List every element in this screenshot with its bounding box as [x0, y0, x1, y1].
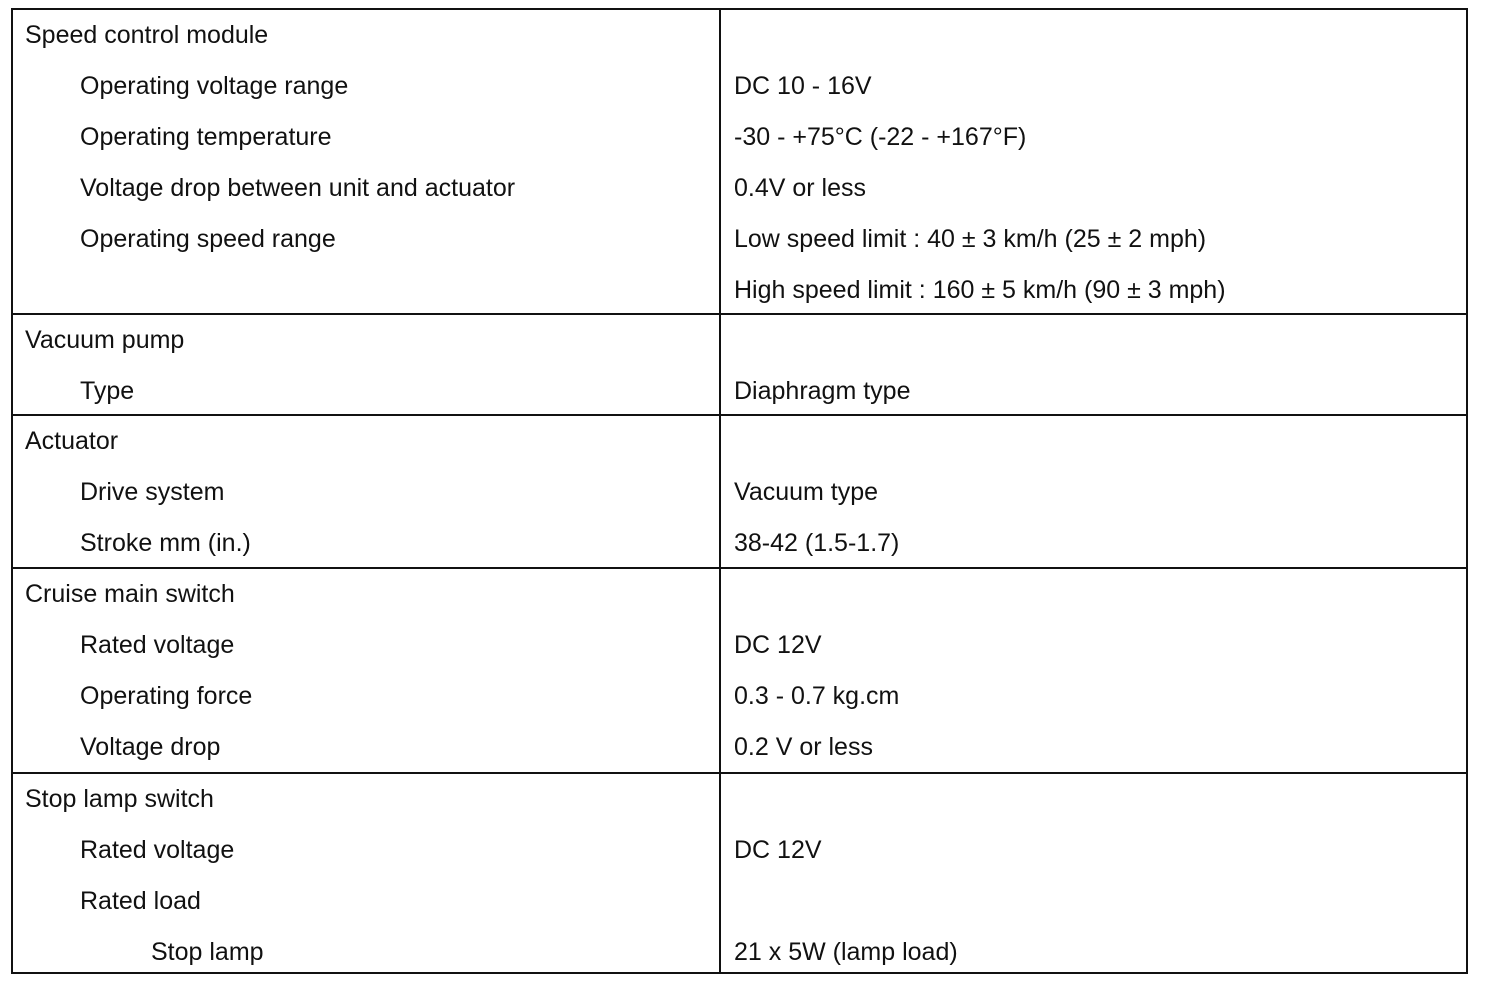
spec-label: Type	[80, 377, 135, 405]
spec-value: Low speed limit : 40 ± 3 km/h (25 ± 2 mph)	[734, 225, 1207, 253]
section-title: Speed control module	[25, 21, 269, 49]
section-header-row	[13, 315, 1466, 366]
spec-label: Operating temperature	[80, 123, 332, 151]
spec-value: 0.2 V or less	[734, 733, 873, 761]
spec-value: Diaphragm type	[734, 377, 911, 405]
section-header-row	[13, 569, 1466, 620]
section-vacuum-pump	[13, 315, 1466, 416]
spec-label: Stop lamp	[151, 938, 264, 966]
spec-value: -30 - +75°C (-22 - +167°F)	[734, 123, 1027, 151]
spec-value: 21 x 5W (lamp load)	[734, 938, 958, 966]
spec-row	[13, 518, 1466, 569]
spec-label: Rated voltage	[80, 836, 235, 864]
spec-row	[13, 265, 1466, 316]
section-title: Vacuum pump	[25, 326, 185, 354]
spec-label: Stroke mm (in.)	[80, 529, 251, 557]
spec-row	[13, 61, 1466, 112]
spec-row	[13, 214, 1466, 265]
spec-row	[13, 467, 1466, 518]
spec-value: 38-42 (1.5-1.7)	[734, 529, 900, 557]
spec-row	[13, 927, 1466, 978]
spec-label: Drive system	[80, 478, 225, 506]
spec-row	[13, 366, 1466, 417]
spec-row	[13, 825, 1466, 876]
section-header-row	[13, 10, 1466, 61]
section-cruise-main-switch	[13, 569, 1466, 774]
spec-value: 0.4V or less	[734, 174, 867, 202]
spec-value: Vacuum type	[734, 478, 879, 506]
spec-row	[13, 722, 1466, 773]
section-title: Stop lamp switch	[25, 785, 214, 813]
spec-table	[11, 8, 1468, 974]
section-actuator	[13, 416, 1466, 569]
spec-value: DC 10 - 16V	[734, 72, 872, 100]
spec-value: DC 12V	[734, 836, 822, 864]
spec-value: High speed limit : 160 ± 5 km/h (90 ± 3 mph)	[734, 276, 1226, 304]
spec-label: Voltage drop between unit and actuator	[80, 174, 516, 202]
spec-label: Rated load	[80, 887, 201, 915]
section-title: Cruise main switch	[25, 580, 235, 608]
spec-value: 0.3 - 0.7 kg.cm	[734, 682, 900, 710]
section-speed-control-module	[13, 10, 1466, 315]
spec-row	[13, 876, 1466, 927]
section-stop-lamp-switch	[13, 774, 1466, 972]
spec-row	[13, 620, 1466, 671]
spec-row	[13, 671, 1466, 722]
section-header-row	[13, 774, 1466, 825]
spec-label: Operating force	[80, 682, 253, 710]
spec-value: DC 12V	[734, 631, 822, 659]
section-title: Actuator	[25, 427, 119, 455]
spec-row	[13, 163, 1466, 214]
spec-label: Voltage drop	[80, 733, 221, 761]
spec-label: Rated voltage	[80, 631, 235, 659]
spec-label: Operating voltage range	[80, 72, 349, 100]
spec-row	[13, 112, 1466, 163]
spec-label: Operating speed range	[80, 225, 336, 253]
section-header-row	[13, 416, 1466, 467]
